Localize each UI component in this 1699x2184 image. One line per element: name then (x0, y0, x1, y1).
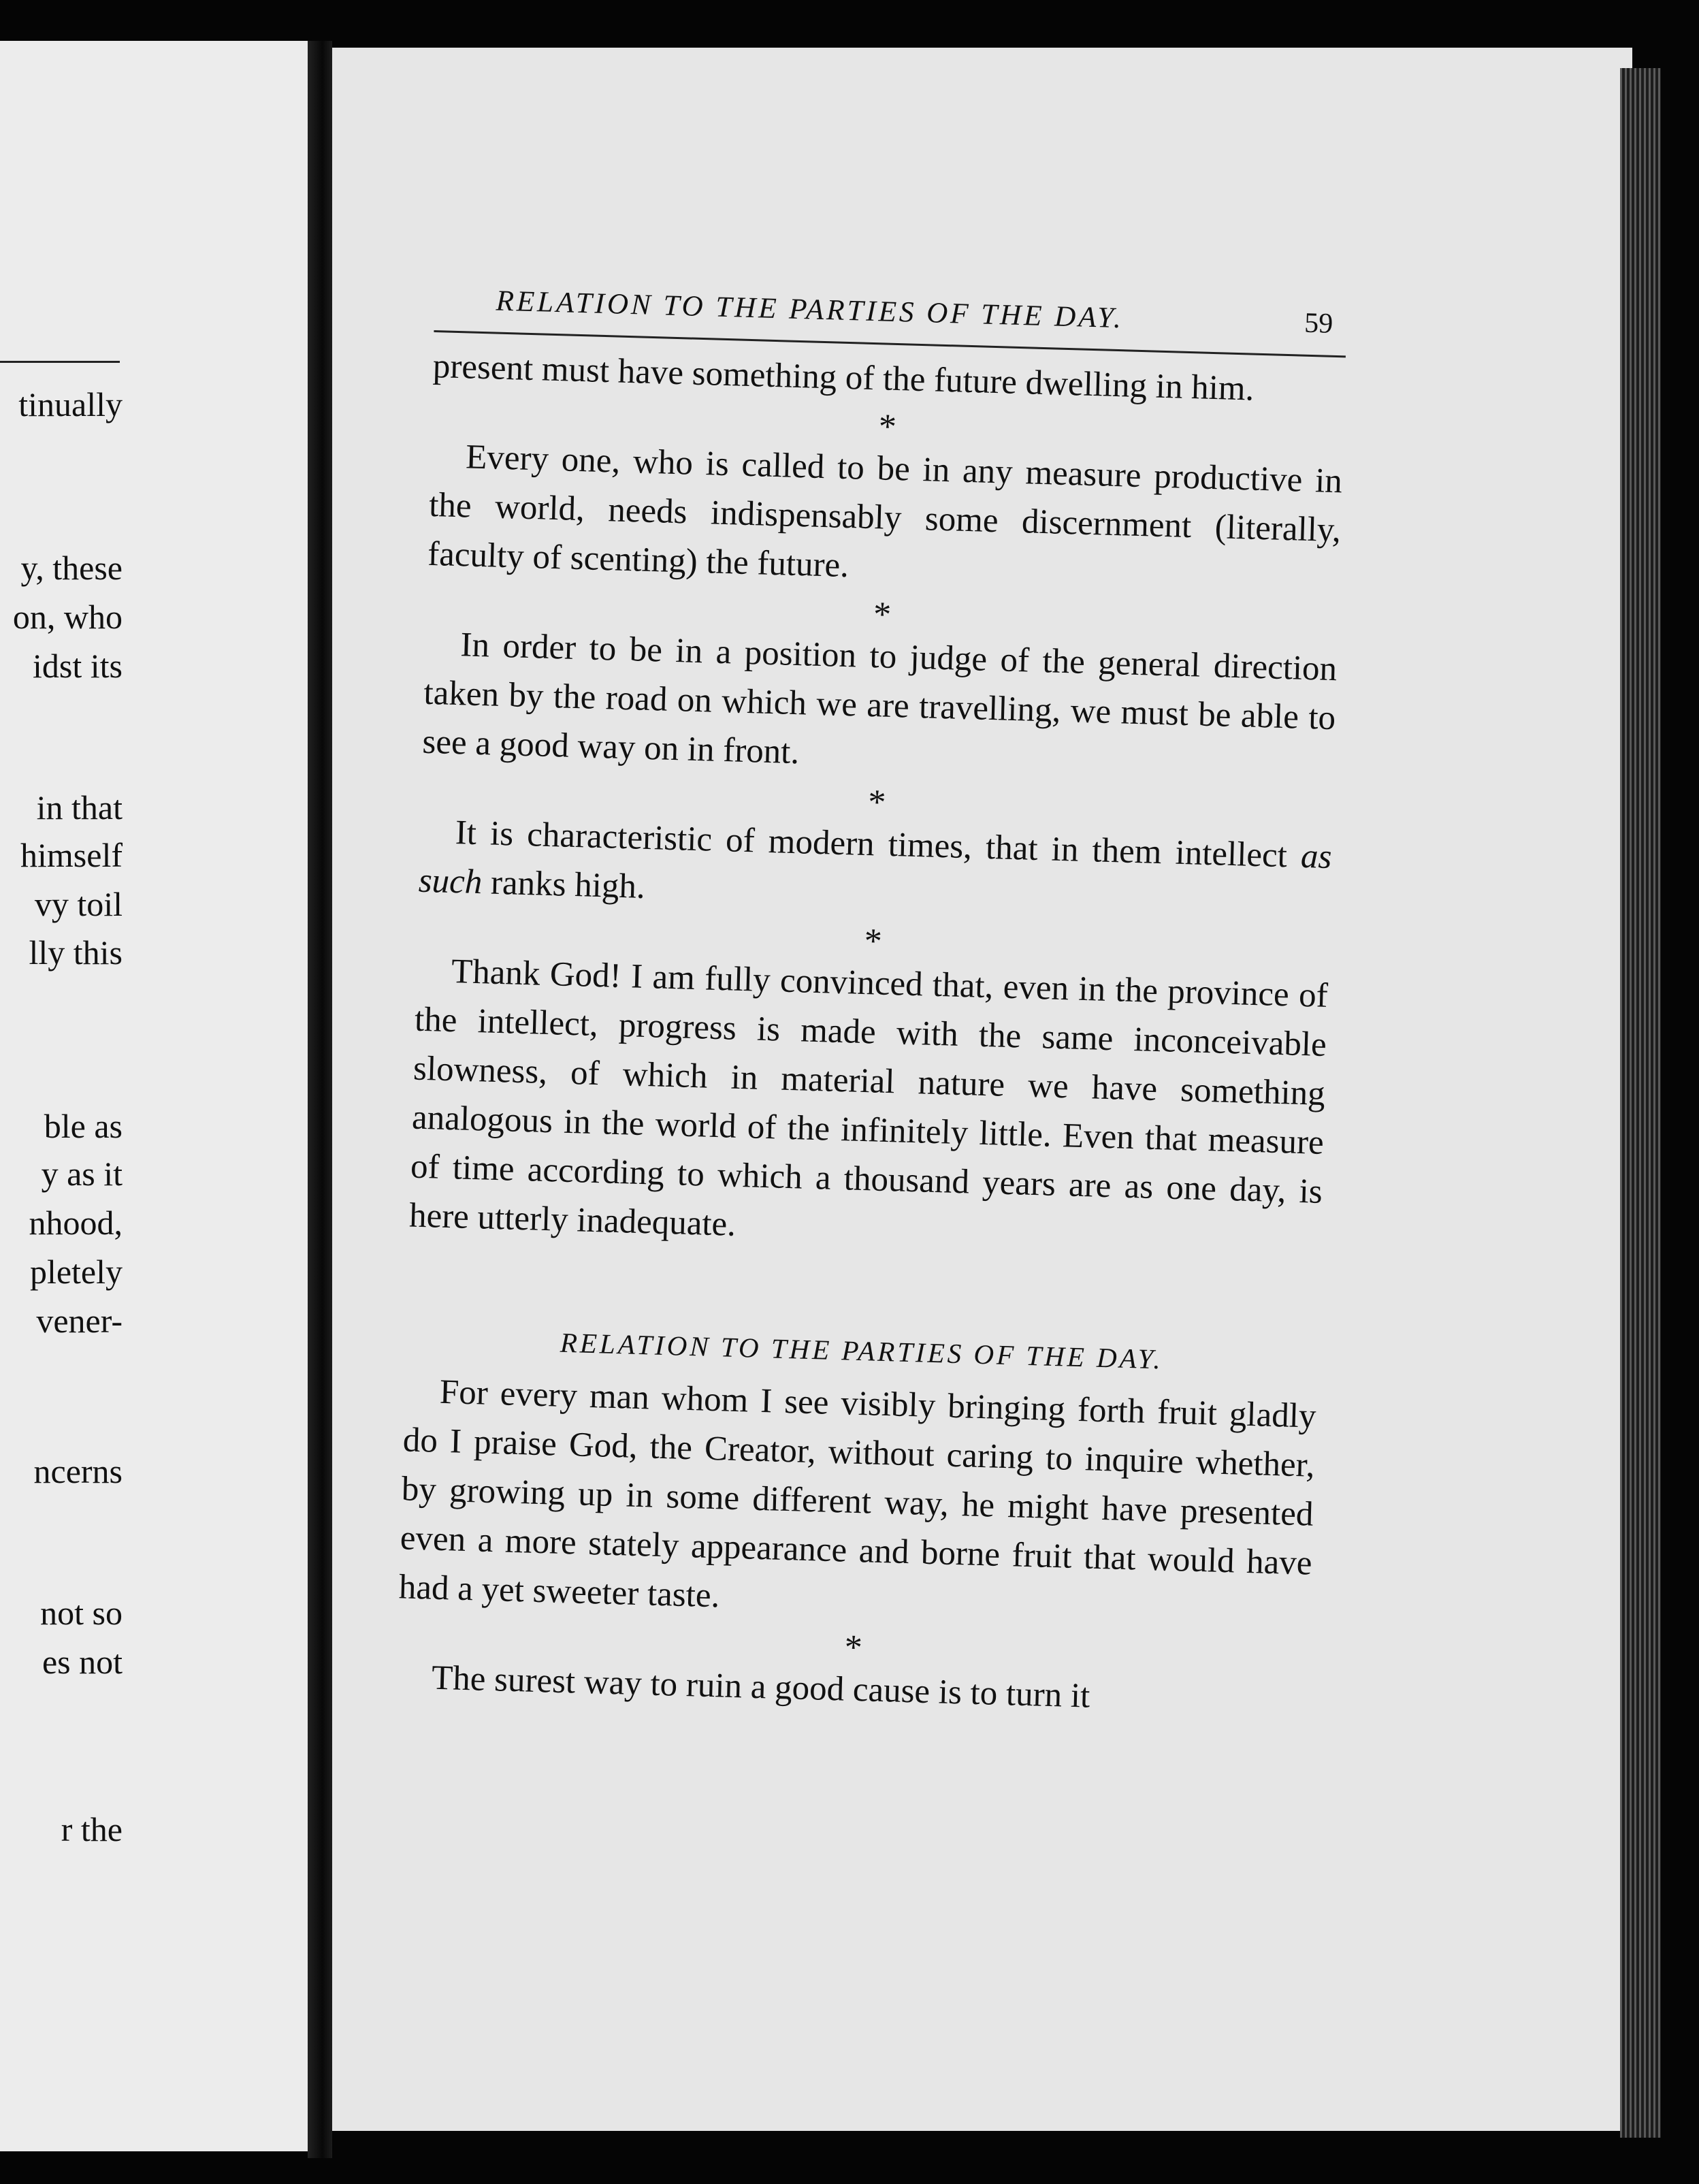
left-line: y, these (20, 549, 123, 587)
left-page-text (0, 41, 313, 2151)
section-title: RELATION TO THE PARTIES OF THE DAY. (560, 1326, 1164, 1375)
running-head: RELATION TO THE PARTIES OF THE DAY. (496, 285, 1124, 335)
asterisk-separator: * (843, 1628, 863, 1668)
asterisk-separator: * (873, 595, 892, 635)
asterisk-separator: * (863, 921, 883, 961)
page-content (395, 269, 1347, 1727)
left-line: himself (20, 836, 123, 874)
left-line: ble as (44, 1107, 123, 1145)
left-line: vener- (36, 1302, 123, 1340)
paragraph-text: It is characteristic of modern times, that in them intellect (455, 814, 1301, 876)
paragraph: present must have something of the future dwelling in him. (432, 347, 1255, 408)
left-line: y as it (41, 1155, 123, 1193)
paragraph-text: ranks high. (481, 863, 646, 906)
left-line: not so (40, 1594, 123, 1632)
left-line: ncerns (33, 1452, 123, 1490)
left-page (0, 41, 316, 2151)
body-text (395, 342, 1345, 1727)
left-line: vy toil (34, 885, 123, 923)
page-number: 59 (1304, 307, 1333, 340)
paragraph: The surest way to ruin a good cause is to turn it (431, 1658, 1091, 1716)
left-line: es not (42, 1643, 123, 1681)
left-line: r the (61, 1810, 123, 1848)
asterisk-separator: * (877, 407, 897, 447)
book-gutter (308, 41, 332, 2158)
paragraph: Every one, who is called to be in any measure productive in the world, needs indispensably some discernment (literally, faculty of scenting) the future. (427, 438, 1343, 585)
left-line: in that (36, 788, 123, 826)
left-line: on, who (12, 598, 123, 636)
paragraph: For every man whom I see visibly bringing forth fruit gladly do I praise God, the Creator, without caring to inquire whether, by growing up in some different way, he might have presented even a more stately appearance and borne fruit that would have had a yet sweeter taste. (398, 1372, 1317, 1616)
left-line: tinually (18, 385, 123, 423)
left-line: idst its (33, 647, 123, 685)
left-line: lly this (29, 933, 123, 971)
paragraph: Thank God! I am fully convinced that, even in the province of the intellect, progress is made with the same inconceivable slowness, of which in material nature we have something analogous in the world of the infinitely little. Even that measure of time according to which a thousand years are as one day, is here utterly inadequate. (408, 952, 1329, 1244)
left-line: pletely (29, 1253, 123, 1291)
paragraph: In order to be in a position to judge of the general direction taken by the road on which we are travelling, we must be able to see a good way on in front. (421, 626, 1338, 772)
left-line: nhood, (29, 1204, 123, 1242)
left-page-rule (0, 361, 120, 363)
page-edges (1620, 68, 1661, 2138)
italic-phrase: as such (418, 837, 1333, 902)
asterisk-separator: * (867, 783, 887, 822)
